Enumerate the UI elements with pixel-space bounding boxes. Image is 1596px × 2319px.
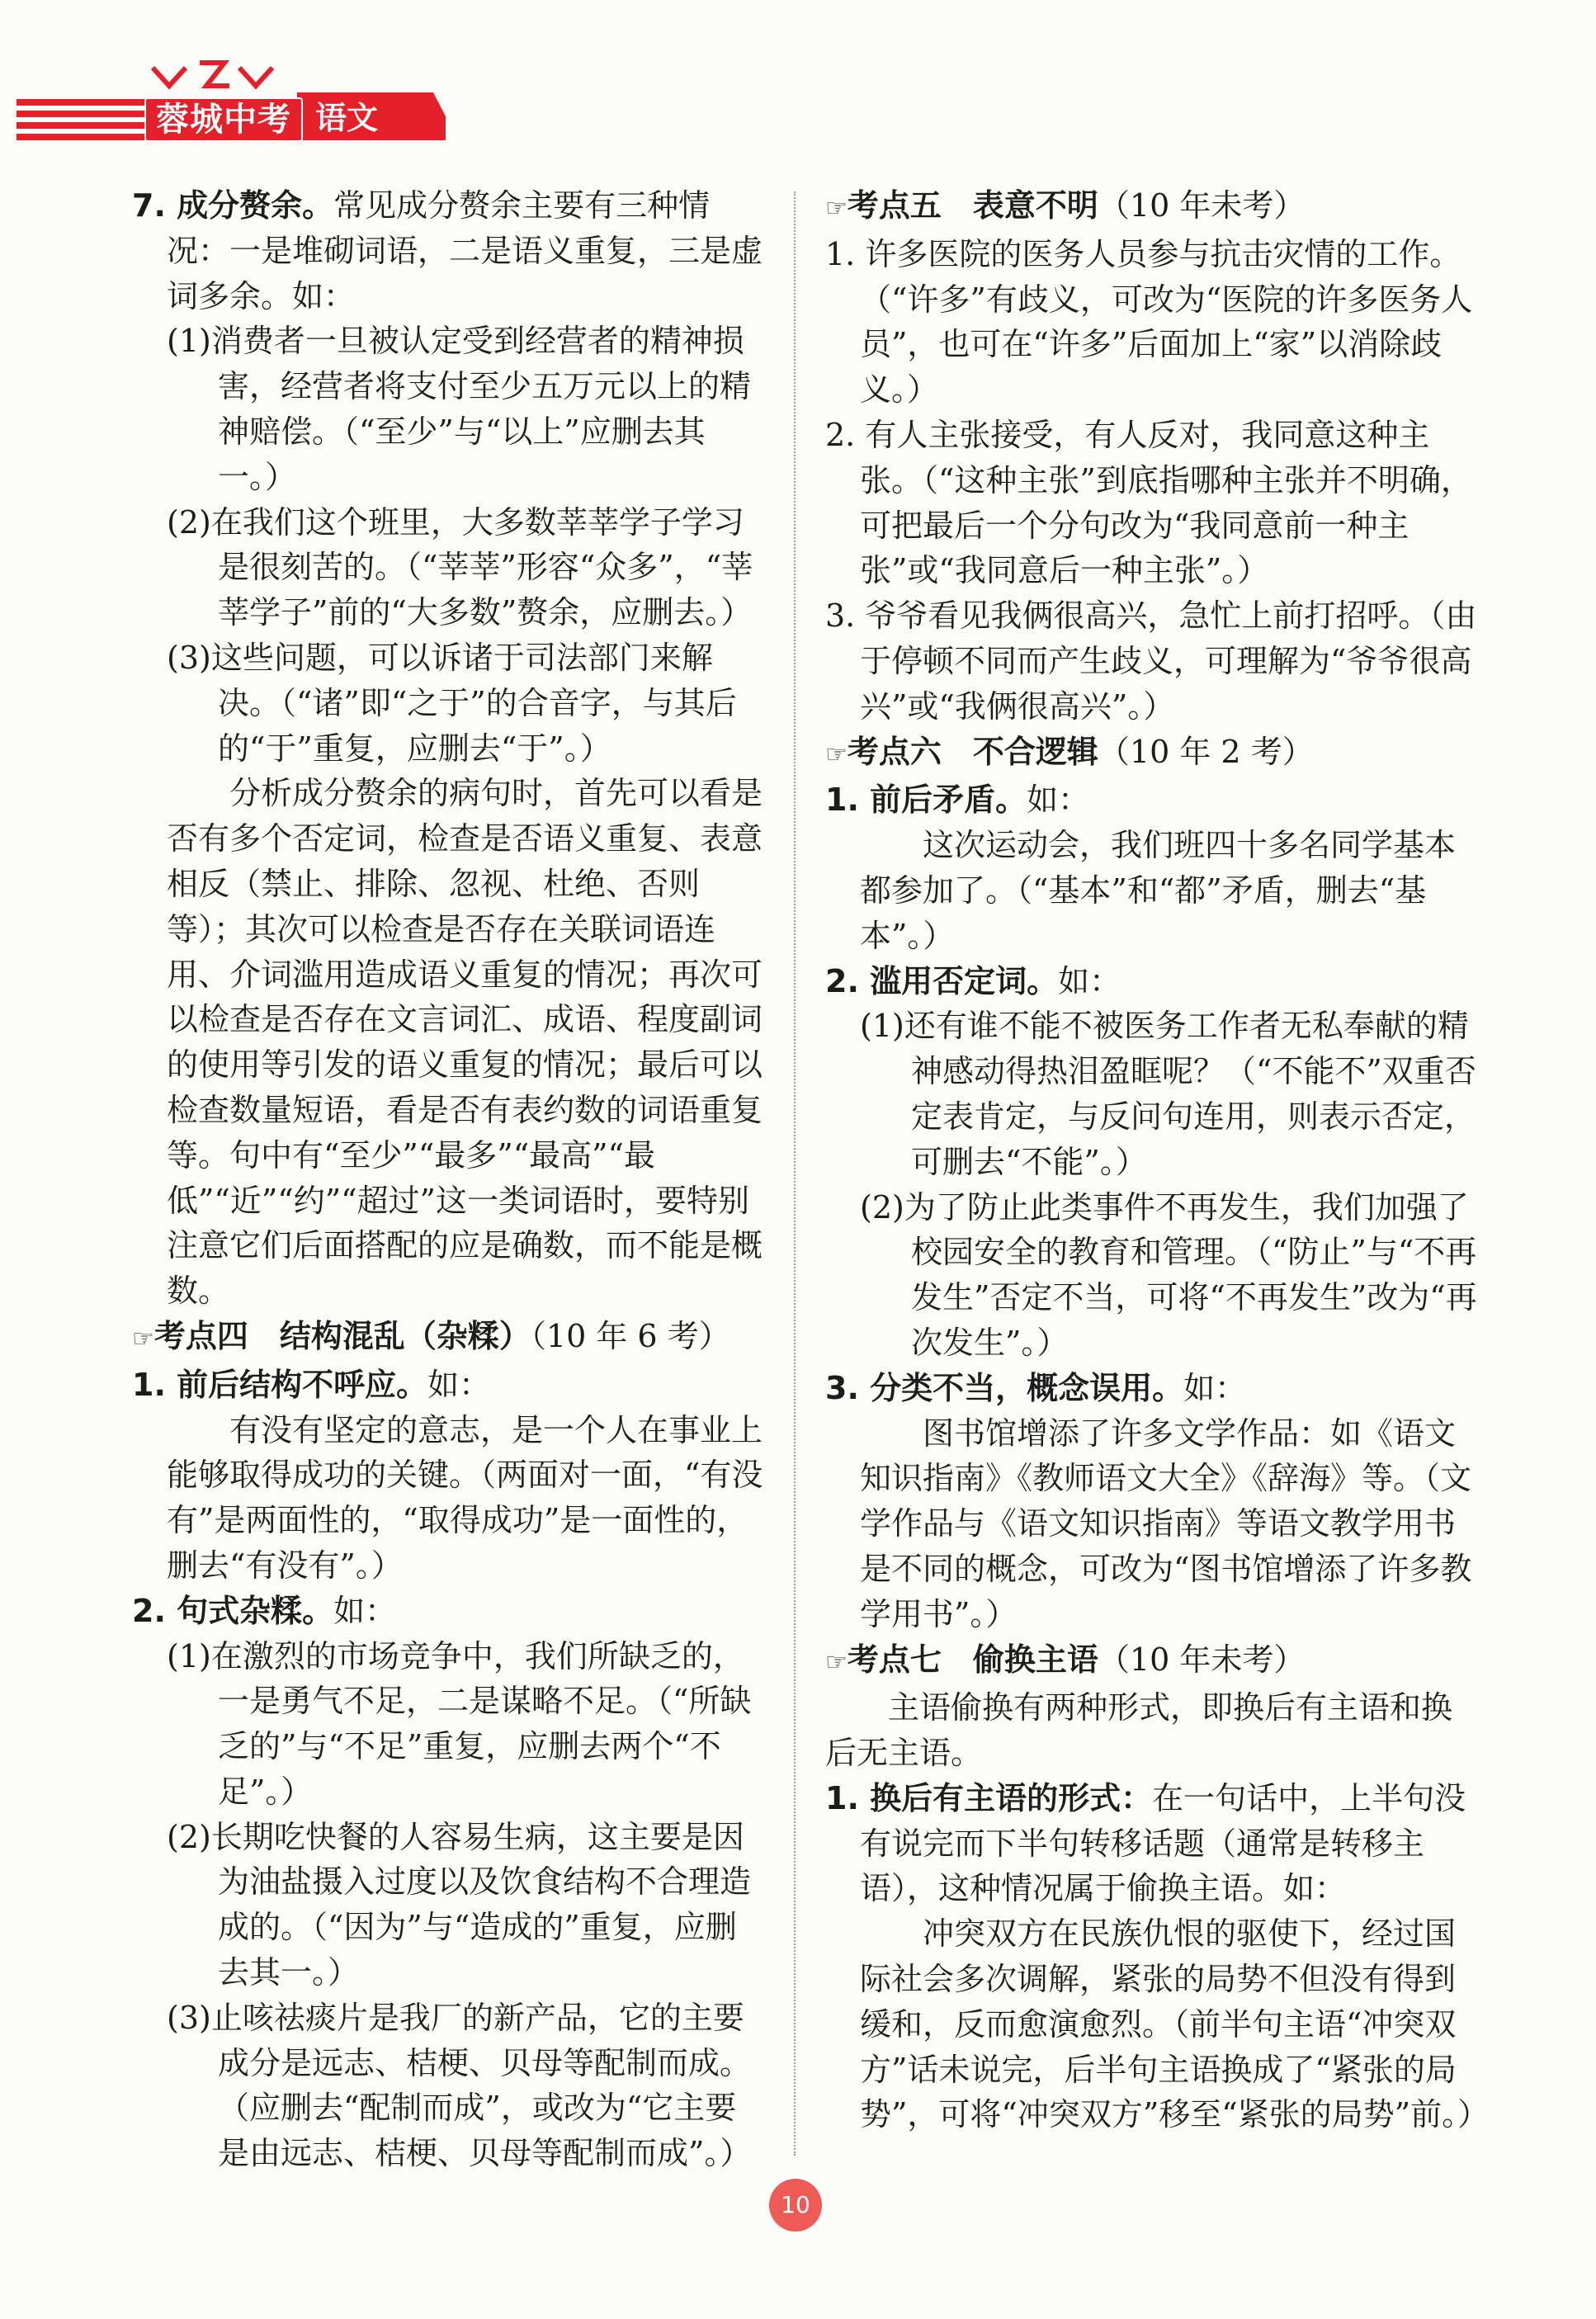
example-7-3: (3)这些问题，可以诉诸于司法部门来解决。（“诸”即“之于”的合音字，与其后的“于”重复，应删去“于”。） bbox=[167, 639, 737, 767]
page-number: 10 bbox=[769, 2179, 822, 2232]
kp4-item-2-text: 如： bbox=[333, 1592, 397, 1629]
kp7-item-1-text: 在一句话中，上半句没有说完而下半句转移话题（通常是转移主语），这种情况属于偷换主语。如： bbox=[860, 1779, 1466, 1907]
kp4-item-2-example-3: (3)止咳祛痰片是我厂的新产品，它的主要成分是远志、桔梗、贝母等配制而成。（应删去“配制而成”，或改为“它主要是由远志、桔梗、贝母等配制而成”。） bbox=[167, 1999, 752, 2172]
section-kp4-heading bbox=[132, 1314, 767, 1363]
kp7-intro: 主语偷换有两种形式，即换后有主语和换后无主语。 bbox=[825, 1689, 1453, 1772]
kp6-title: 考点六 不合逻辑 bbox=[847, 733, 1098, 770]
kp5-item-1: 1. 许多医院的医务人员参与抗击灾情的工作。（“许多”有歧义，可改为“医院的许多医务人员”，也可在“许多”后面加上“家”以消除歧义。） bbox=[825, 235, 1473, 409]
example-7-2: (2)在我们这个班里，大多数莘莘学子学习是很刻苦的。（“莘莘”形容“众多”，“莘莘学子”前的“大多数”赘余，应删去。） bbox=[167, 503, 753, 631]
subject-label: 语文 bbox=[315, 100, 379, 136]
kp4-item-2-example-2: (2)长期吃快餐的人容易生病，这主要是因为油盐摄入过度以及饮食结构不合理造成的。（“因为”与“造成的”重复，应删去其一。） bbox=[167, 1818, 752, 1991]
kp7-item-1-example: 冲突双方在民族仇恨的驱使下，经过国际社会多次调解，紧张的局势不但没有得到缓和，反而愈演愈烈。（前半句主语“冲突双方”话未说完，后半句主语换成了“紧张的局势”，可将“冲突双方”移至“紧张的局势”前。） bbox=[860, 1915, 1490, 2133]
kp6-item-3-text: 如： bbox=[1183, 1369, 1247, 1406]
kp6-item-1 bbox=[825, 777, 1477, 823]
kp7-title: 考点七 偷换主语 bbox=[847, 1641, 1098, 1678]
item-7-text: 常见成分赘余主要有三种情况：一是堆砌词语，二是语义重复，三是虚词多余。如： bbox=[167, 187, 763, 314]
left-column bbox=[132, 183, 767, 2176]
kp4-item-1-lead: 1. 前后结构不呼应。 bbox=[132, 1366, 428, 1403]
page-header bbox=[0, 0, 1596, 165]
kp6-item-2-lead: 2. 滥用否定词。 bbox=[825, 962, 1059, 999]
section-kp6-heading bbox=[825, 730, 1477, 778]
kp5-title: 考点五 表意不明 bbox=[847, 187, 1098, 224]
kp4-item-1-example: 有没有坚定的意志，是一个人在事业上能够取得成功的关键。（两面对一面，“有没有”是两面性的，“取得成功”是一面性的，删去“有没有”。） bbox=[167, 1411, 763, 1584]
pointing-hand-icon: ☞ bbox=[825, 739, 848, 769]
kp5-note: （10 年未考） bbox=[1098, 187, 1306, 224]
item-7-lead: 7. 成分赘余。 bbox=[132, 187, 334, 224]
kp6-item-1-lead: 1. 前后矛盾。 bbox=[825, 782, 1027, 819]
right-column bbox=[825, 183, 1490, 2137]
kp4-item-1 bbox=[132, 1363, 767, 1408]
column-divider bbox=[794, 191, 796, 2156]
kp6-item-1-example: 这次运动会，我们班四十多名同学基本都参加了。（“基本”和“都”矛盾，删去“基本”。） bbox=[860, 827, 1457, 954]
kp6-item-3 bbox=[825, 1366, 1477, 1411]
kp6-item-1-text: 如： bbox=[1027, 782, 1090, 819]
kp7-item-1-lead: 1. 换后有主语的形式： bbox=[825, 1779, 1153, 1816]
kp4-item-2 bbox=[132, 1589, 767, 1634]
section-kp7-heading bbox=[825, 1637, 1477, 1686]
example-7-1: (1)消费者一旦被认定受到经营者的精神损害，经营者将支付至少五万元以上的精神赔偿。（“至少”与“以上”应删去其一。） bbox=[167, 323, 752, 495]
kp4-note: （10 年 6 考） bbox=[530, 1317, 730, 1354]
kp6-item-2-text: 如： bbox=[1058, 962, 1121, 999]
kp6-item-3-example: 图书馆增添了许多文学作品：如《语文知识指南》《教师语文大全》《辞海》等。（文学作品与《语文知识指南》等语文教学用书是不同的概念，可改为“图书馆增添了许多教学用书”。） bbox=[860, 1415, 1472, 1632]
kp7-note: （10 年未考） bbox=[1098, 1641, 1306, 1678]
section-kp5-heading bbox=[825, 183, 1477, 232]
kp6-item-2 bbox=[825, 959, 1477, 1004]
kp6-item-2-example-1: (1)还有谁不能不被医务工作者无私奉献的精神感动得热泪盈眶呢？（“不能不”双重否定表肯定，与反问句连用，则表示否定，可删去“不能”。） bbox=[860, 1008, 1476, 1180]
kp6-item-3-lead: 3. 分类不当，概念误用。 bbox=[825, 1369, 1184, 1406]
kp5-item-3: 3. 爷爷看见我俩很高兴，急忙上前打招呼。（由于停顿不同而产生歧义，可理解为“爷爷很高兴”或“我俩很高兴”。） bbox=[825, 597, 1477, 725]
kp4-item-2-lead: 2. 句式杂糅。 bbox=[132, 1592, 334, 1629]
pointing-hand-icon: ☞ bbox=[825, 1647, 848, 1677]
pointing-hand-icon: ☞ bbox=[825, 194, 848, 223]
item-7 bbox=[132, 183, 767, 319]
analysis-paragraph: 分析成分赘余的病句时，首先可以看是否有多个否定词，检查是否语义重复、表意相反（禁止、排除、忽视、杜绝、否则等）；其次可以检查是否存在关联词语连用、介词滥用造成语义重复的情况；再次可以检查是否存在文言词汇、成语、程度副词的使用等引发的语义重复的情况；最后可以检查数量短语，看是否有表约数的词语重复等。句中有“至少”“最多”“最高”“最低”“近”“约”“超过”这一类词语时，要特别注意它们后面搭配的应是确数，而不能是概数。 bbox=[167, 775, 763, 1310]
kp4-title: 考点四 结构混乱（杂糅） bbox=[153, 1317, 531, 1354]
kp6-item-2-example-2: (2)为了防止此类事件不再发生，我们加强了校园安全的教育和管理。（“防止”与“不再发生”否定不当，可将“不再发生”改为“再次发生”。） bbox=[860, 1188, 1477, 1361]
kp7-item-1 bbox=[825, 1776, 1477, 1911]
kp4-item-2-example-1: (1)在激烈的市场竞争中，我们所缺乏的，一是勇气不足，二是谋略不足。（“所缺乏的”与“不足”重复，应删去两个“不足”。） bbox=[167, 1637, 752, 1810]
kp5-item-2: 2. 有人主张接受，有人反对，我同意这种主张。（“这种主张”到底指哪种主张并不明确，可把最后一个分句改为“我同意前一种主张”或“我同意后一种主张”。） bbox=[825, 416, 1472, 589]
brand-name: 蓉城中考 bbox=[144, 97, 303, 142]
pointing-hand-icon: ☞ bbox=[132, 1324, 154, 1353]
kp4-item-1-text: 如： bbox=[427, 1366, 491, 1403]
kp6-note: （10 年 2 考） bbox=[1098, 733, 1314, 770]
